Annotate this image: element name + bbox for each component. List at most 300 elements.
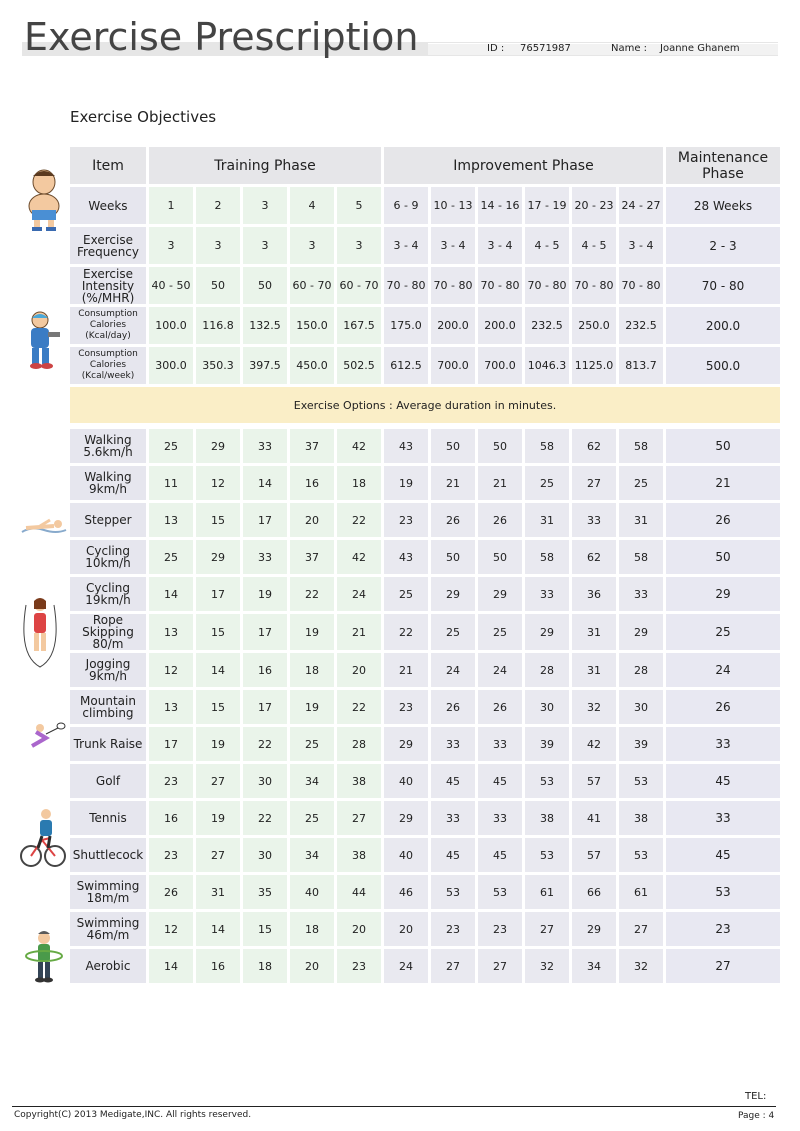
table-cell: 40 - 50 bbox=[149, 267, 193, 304]
table-cell: 32 bbox=[619, 949, 663, 983]
header-item: Item bbox=[70, 147, 146, 184]
table-cell: 53 bbox=[525, 764, 569, 798]
chubby-man-icon bbox=[22, 166, 66, 232]
table-row bbox=[70, 307, 780, 344]
table-cell: 37 bbox=[290, 540, 334, 574]
table-cell: 50 bbox=[478, 540, 522, 574]
table-cell: 42 bbox=[337, 540, 381, 574]
table-cell: 34 bbox=[290, 764, 334, 798]
table-cell: 30 bbox=[525, 690, 569, 724]
table-cell: 33 bbox=[619, 577, 663, 611]
maintenance-cell: 26 bbox=[666, 503, 780, 537]
id-value: 76571987 bbox=[520, 43, 571, 54]
table-cell: 58 bbox=[525, 540, 569, 574]
table-cell: 300.0 bbox=[149, 347, 193, 384]
table-cell: 20 bbox=[337, 912, 381, 946]
table-row bbox=[70, 466, 780, 500]
table-row bbox=[70, 503, 780, 537]
maintenance-cell: 500.0 bbox=[666, 347, 780, 384]
table-cell: 3 - 4 bbox=[619, 227, 663, 264]
table-cell: 20 bbox=[384, 912, 428, 946]
table-cell: 33 bbox=[478, 801, 522, 835]
table-cell: 70 - 80 bbox=[572, 267, 616, 304]
table-cell: 700.0 bbox=[478, 347, 522, 384]
table-row bbox=[70, 187, 780, 224]
table-cell: 20 - 23 bbox=[572, 187, 616, 224]
table-cell: 16 bbox=[149, 801, 193, 835]
table-cell: 200.0 bbox=[431, 307, 475, 344]
table-cell: 17 bbox=[149, 727, 193, 761]
table-cell: 39 bbox=[619, 727, 663, 761]
table-cell: 58 bbox=[525, 429, 569, 463]
row-label: Golf bbox=[70, 764, 146, 798]
table-cell: 25 bbox=[384, 577, 428, 611]
table-cell: 50 bbox=[431, 429, 475, 463]
table-cell: 34 bbox=[290, 838, 334, 872]
table-cell: 17 bbox=[196, 577, 240, 611]
table-cell: 28 bbox=[525, 653, 569, 687]
table-cell: 45 bbox=[431, 764, 475, 798]
table-cell: 31 bbox=[525, 503, 569, 537]
table-cell: 2 bbox=[196, 187, 240, 224]
table-cell: 50 bbox=[478, 429, 522, 463]
table-cell: 11 bbox=[149, 466, 193, 500]
table-cell: 19 bbox=[196, 727, 240, 761]
table-cell: 26 bbox=[431, 503, 475, 537]
table-cell: 27 bbox=[196, 764, 240, 798]
table-cell: 27 bbox=[619, 912, 663, 946]
table-cell: 22 bbox=[337, 503, 381, 537]
header-maintenance-phase: Maintenance Phase bbox=[666, 147, 780, 184]
table-cell: 13 bbox=[149, 614, 193, 650]
table-cell: 167.5 bbox=[337, 307, 381, 344]
table-cell: 36 bbox=[572, 577, 616, 611]
table-cell: 70 - 80 bbox=[478, 267, 522, 304]
table-cell: 15 bbox=[196, 503, 240, 537]
table-cell: 66 bbox=[572, 875, 616, 909]
table-cell: 14 bbox=[149, 949, 193, 983]
table-cell: 19 bbox=[196, 801, 240, 835]
table-cell: 29 bbox=[619, 614, 663, 650]
table-cell: 50 bbox=[243, 267, 287, 304]
row-label: Cycling 19km/h bbox=[70, 577, 146, 611]
table-cell: 45 bbox=[478, 838, 522, 872]
table-cell: 23 bbox=[478, 912, 522, 946]
table-cell: 21 bbox=[337, 614, 381, 650]
table-cell: 250.0 bbox=[572, 307, 616, 344]
maintenance-cell: 26 bbox=[666, 690, 780, 724]
table-cell: 25 bbox=[619, 466, 663, 500]
table-cell: 200.0 bbox=[478, 307, 522, 344]
table-cell: 32 bbox=[525, 949, 569, 983]
row-label: Aerobic bbox=[70, 949, 146, 983]
table-cell: 21 bbox=[478, 466, 522, 500]
table-cell: 28 bbox=[337, 727, 381, 761]
table-row bbox=[70, 577, 780, 611]
table-cell: 50 bbox=[431, 540, 475, 574]
table-cell: 60 - 70 bbox=[337, 267, 381, 304]
table-cell: 30 bbox=[243, 838, 287, 872]
maintenance-cell: 25 bbox=[666, 614, 780, 650]
id-label: ID : bbox=[487, 43, 505, 54]
row-label: Swimming 18m/m bbox=[70, 875, 146, 909]
copyright: Copyright(C) 2013 Medigate,INC. All rights reserved. bbox=[14, 1110, 252, 1120]
table-cell: 33 bbox=[478, 727, 522, 761]
table-cell: 30 bbox=[243, 764, 287, 798]
table-cell: 4 bbox=[290, 187, 334, 224]
table-cell: 16 bbox=[290, 466, 334, 500]
table-row bbox=[70, 614, 780, 650]
table-cell: 3 bbox=[290, 227, 334, 264]
table-cell: 23 bbox=[384, 503, 428, 537]
table-cell: 33 bbox=[243, 540, 287, 574]
table-cell: 62 bbox=[572, 540, 616, 574]
table-cell: 450.0 bbox=[290, 347, 334, 384]
maintenance-cell: 50 bbox=[666, 540, 780, 574]
table-cell: 29 bbox=[478, 577, 522, 611]
table-cell: 43 bbox=[384, 429, 428, 463]
maintenance-cell: 70 - 80 bbox=[666, 267, 780, 304]
table-cell: 24 bbox=[384, 949, 428, 983]
table-cell: 232.5 bbox=[619, 307, 663, 344]
table-cell: 20 bbox=[290, 503, 334, 537]
table-cell: 70 - 80 bbox=[384, 267, 428, 304]
table-cell: 57 bbox=[572, 838, 616, 872]
table-cell: 14 - 16 bbox=[478, 187, 522, 224]
table-cell: 25 bbox=[290, 801, 334, 835]
table-cell: 22 bbox=[243, 801, 287, 835]
table-cell: 40 bbox=[384, 838, 428, 872]
table-cell: 12 bbox=[196, 466, 240, 500]
maintenance-cell: 28 Weeks bbox=[666, 187, 780, 224]
table-cell: 33 bbox=[525, 577, 569, 611]
table-cell: 29 bbox=[525, 614, 569, 650]
header-training-phase: Training Phase bbox=[149, 147, 381, 184]
row-label: Exercise Frequency bbox=[70, 227, 146, 264]
table-cell: 25 bbox=[149, 540, 193, 574]
table-cell: 61 bbox=[619, 875, 663, 909]
table-cell: 58 bbox=[619, 540, 663, 574]
table-cell: 18 bbox=[243, 949, 287, 983]
table-cell: 29 bbox=[196, 540, 240, 574]
row-label: Shuttlecock bbox=[70, 838, 146, 872]
table-cell: 61 bbox=[525, 875, 569, 909]
table-cell: 18 bbox=[290, 912, 334, 946]
row-label: Jogging 9km/h bbox=[70, 653, 146, 687]
table-cell: 12 bbox=[149, 653, 193, 687]
header-improvement-phase: Improvement Phase bbox=[384, 147, 663, 184]
row-label: Exercise Intensity (%/MHR) bbox=[70, 267, 146, 304]
table-cell: 22 bbox=[384, 614, 428, 650]
table-cell: 24 bbox=[337, 577, 381, 611]
table-cell: 18 bbox=[290, 653, 334, 687]
table-cell: 29 bbox=[431, 577, 475, 611]
row-label: Swimming 46m/m bbox=[70, 912, 146, 946]
page-title: Exercise Prescription bbox=[24, 15, 419, 59]
table-cell: 25 bbox=[525, 466, 569, 500]
table-cell: 37 bbox=[290, 429, 334, 463]
maintenance-cell: 2 - 3 bbox=[666, 227, 780, 264]
table-cell: 70 - 80 bbox=[525, 267, 569, 304]
table-cell: 33 bbox=[572, 503, 616, 537]
maintenance-cell: 33 bbox=[666, 801, 780, 835]
swimmer-icon bbox=[20, 516, 68, 538]
table-cell: 25 bbox=[290, 727, 334, 761]
table-cell: 1125.0 bbox=[572, 347, 616, 384]
maintenance-cell: 33 bbox=[666, 727, 780, 761]
table-cell: 40 bbox=[384, 764, 428, 798]
table-cell: 46 bbox=[384, 875, 428, 909]
table-cell: 15 bbox=[196, 690, 240, 724]
badminton-player-icon bbox=[24, 722, 68, 752]
table-row bbox=[70, 267, 780, 304]
table-cell: 20 bbox=[337, 653, 381, 687]
table-cell: 19 bbox=[290, 614, 334, 650]
options-note: Exercise Options : Average duration in minutes. bbox=[70, 387, 780, 423]
table-cell: 27 bbox=[337, 801, 381, 835]
table-cell: 45 bbox=[478, 764, 522, 798]
table-cell: 700.0 bbox=[431, 347, 475, 384]
table-cell: 22 bbox=[290, 577, 334, 611]
table-cell: 1046.3 bbox=[525, 347, 569, 384]
row-label: Mountain climbing bbox=[70, 690, 146, 724]
table-cell: 24 - 27 bbox=[619, 187, 663, 224]
table-cell: 3 - 4 bbox=[431, 227, 475, 264]
table-cell: 17 bbox=[243, 503, 287, 537]
maintenance-cell: 50 bbox=[666, 429, 780, 463]
table-cell: 150.0 bbox=[290, 307, 334, 344]
table-cell: 13 bbox=[149, 690, 193, 724]
cyclist-icon bbox=[20, 806, 66, 870]
table-row bbox=[70, 690, 780, 724]
table-cell: 30 bbox=[619, 690, 663, 724]
table-cell: 22 bbox=[243, 727, 287, 761]
table-cell: 38 bbox=[525, 801, 569, 835]
table-row bbox=[70, 875, 780, 909]
table-cell: 4 - 5 bbox=[572, 227, 616, 264]
table-cell: 28 bbox=[619, 653, 663, 687]
table-cell: 19 bbox=[384, 466, 428, 500]
table-row bbox=[70, 653, 780, 687]
table-row bbox=[70, 429, 780, 463]
section-title: Exercise Objectives bbox=[70, 108, 217, 126]
rope-skipper-icon bbox=[20, 595, 60, 669]
hula-hoop-icon bbox=[24, 930, 64, 984]
table-cell: 15 bbox=[243, 912, 287, 946]
table-cell: 3 - 4 bbox=[384, 227, 428, 264]
table-cell: 31 bbox=[619, 503, 663, 537]
table-cell: 23 bbox=[337, 949, 381, 983]
table-cell: 3 bbox=[243, 227, 287, 264]
row-label: Stepper bbox=[70, 503, 146, 537]
table-cell: 33 bbox=[431, 801, 475, 835]
table-cell: 31 bbox=[572, 653, 616, 687]
table-cell: 17 - 19 bbox=[525, 187, 569, 224]
table-cell: 350.3 bbox=[196, 347, 240, 384]
table-cell: 100.0 bbox=[149, 307, 193, 344]
maintenance-cell: 21 bbox=[666, 466, 780, 500]
table-cell: 26 bbox=[478, 503, 522, 537]
table-cell: 3 bbox=[337, 227, 381, 264]
table-cell: 38 bbox=[619, 801, 663, 835]
table-cell: 29 bbox=[384, 801, 428, 835]
table-cell: 116.8 bbox=[196, 307, 240, 344]
table-cell: 41 bbox=[572, 801, 616, 835]
maintenance-cell: 45 bbox=[666, 764, 780, 798]
table-cell: 70 - 80 bbox=[431, 267, 475, 304]
table-cell: 45 bbox=[431, 838, 475, 872]
table-cell: 42 bbox=[337, 429, 381, 463]
table-cell: 43 bbox=[384, 540, 428, 574]
table-row bbox=[70, 838, 780, 872]
table-cell: 44 bbox=[337, 875, 381, 909]
table-cell: 27 bbox=[196, 838, 240, 872]
table-cell: 25 bbox=[478, 614, 522, 650]
table-cell: 53 bbox=[619, 838, 663, 872]
maintenance-cell: 45 bbox=[666, 838, 780, 872]
table-cell: 29 bbox=[196, 429, 240, 463]
table-row bbox=[70, 227, 780, 264]
maintenance-cell: 23 bbox=[666, 912, 780, 946]
table-cell: 23 bbox=[149, 838, 193, 872]
table-cell: 27 bbox=[478, 949, 522, 983]
row-label: Weeks bbox=[70, 187, 146, 224]
table-cell: 24 bbox=[478, 653, 522, 687]
table-row bbox=[70, 801, 780, 835]
table-cell: 6 - 9 bbox=[384, 187, 428, 224]
table-cell: 53 bbox=[431, 875, 475, 909]
table-cell: 18 bbox=[337, 466, 381, 500]
table-row bbox=[70, 949, 780, 983]
table-cell: 3 - 4 bbox=[478, 227, 522, 264]
maintenance-cell: 27 bbox=[666, 949, 780, 983]
table-cell: 22 bbox=[337, 690, 381, 724]
table-cell: 17 bbox=[243, 614, 287, 650]
table-cell: 502.5 bbox=[337, 347, 381, 384]
footer-divider bbox=[12, 1106, 776, 1107]
table-cell: 40 bbox=[290, 875, 334, 909]
table-cell: 24 bbox=[431, 653, 475, 687]
table-cell: 17 bbox=[243, 690, 287, 724]
tel-label: TEL: bbox=[745, 1091, 767, 1102]
table-cell: 27 bbox=[431, 949, 475, 983]
table-cell: 5 bbox=[337, 187, 381, 224]
table-cell: 397.5 bbox=[243, 347, 287, 384]
table-cell: 23 bbox=[431, 912, 475, 946]
row-label: Trunk Raise bbox=[70, 727, 146, 761]
table-row bbox=[70, 727, 780, 761]
maintenance-cell: 53 bbox=[666, 875, 780, 909]
table-cell: 38 bbox=[337, 838, 381, 872]
table-cell: 26 bbox=[149, 875, 193, 909]
table-cell: 33 bbox=[243, 429, 287, 463]
table-cell: 33 bbox=[431, 727, 475, 761]
table-cell: 16 bbox=[196, 949, 240, 983]
table-cell: 34 bbox=[572, 949, 616, 983]
table-row bbox=[70, 347, 780, 384]
table-cell: 31 bbox=[196, 875, 240, 909]
maintenance-cell: 200.0 bbox=[666, 307, 780, 344]
name-value: Joanne Ghanem bbox=[660, 43, 740, 54]
table-cell: 35 bbox=[243, 875, 287, 909]
table-cell: 1 bbox=[149, 187, 193, 224]
table-row bbox=[70, 912, 780, 946]
table-cell: 4 - 5 bbox=[525, 227, 569, 264]
table-cell: 175.0 bbox=[384, 307, 428, 344]
table-cell: 32 bbox=[572, 690, 616, 724]
table-cell: 50 bbox=[196, 267, 240, 304]
table-cell: 13 bbox=[149, 503, 193, 537]
table-cell: 813.7 bbox=[619, 347, 663, 384]
table-cell: 3 bbox=[196, 227, 240, 264]
table-cell: 57 bbox=[572, 764, 616, 798]
table-cell: 53 bbox=[525, 838, 569, 872]
table-cell: 21 bbox=[384, 653, 428, 687]
table-cell: 132.5 bbox=[243, 307, 287, 344]
table-cell: 232.5 bbox=[525, 307, 569, 344]
table-cell: 25 bbox=[431, 614, 475, 650]
name-label: Name : bbox=[611, 43, 648, 54]
table-cell: 53 bbox=[619, 764, 663, 798]
table-cell: 3 bbox=[243, 187, 287, 224]
options-note-row bbox=[70, 387, 780, 423]
table-cell: 14 bbox=[196, 653, 240, 687]
table-cell: 26 bbox=[431, 690, 475, 724]
table-cell: 10 - 13 bbox=[431, 187, 475, 224]
table-row bbox=[70, 540, 780, 574]
table-cell: 3 bbox=[149, 227, 193, 264]
page-number: Page : 4 bbox=[738, 1111, 775, 1121]
maintenance-cell: 24 bbox=[666, 653, 780, 687]
table-cell: 612.5 bbox=[384, 347, 428, 384]
table-cell: 62 bbox=[572, 429, 616, 463]
table-cell: 42 bbox=[572, 727, 616, 761]
table-cell: 38 bbox=[337, 764, 381, 798]
table-cell: 14 bbox=[243, 466, 287, 500]
table-cell: 23 bbox=[149, 764, 193, 798]
row-label: Cycling 10km/h bbox=[70, 540, 146, 574]
row-label: Walking 9km/h bbox=[70, 466, 146, 500]
table-cell: 70 - 80 bbox=[619, 267, 663, 304]
maintenance-cell: 29 bbox=[666, 577, 780, 611]
table-cell: 27 bbox=[525, 912, 569, 946]
table-cell: 31 bbox=[572, 614, 616, 650]
table-cell: 58 bbox=[619, 429, 663, 463]
table-cell: 29 bbox=[384, 727, 428, 761]
table-cell: 14 bbox=[149, 577, 193, 611]
table-cell: 23 bbox=[384, 690, 428, 724]
prescription-table bbox=[67, 144, 783, 986]
table-cell: 20 bbox=[290, 949, 334, 983]
table-cell: 19 bbox=[243, 577, 287, 611]
table-row bbox=[70, 764, 780, 798]
table-cell: 14 bbox=[196, 912, 240, 946]
row-label: Rope Skipping 80/m bbox=[70, 614, 146, 650]
row-label: Consumption Calories (Kcal/day) bbox=[70, 307, 146, 344]
row-label: Walking 5.6km/h bbox=[70, 429, 146, 463]
table-cell: 21 bbox=[431, 466, 475, 500]
table-cell: 39 bbox=[525, 727, 569, 761]
table-cell: 26 bbox=[478, 690, 522, 724]
row-label: Consumption Calories (Kcal/week) bbox=[70, 347, 146, 384]
weightlifter-icon bbox=[22, 308, 62, 372]
table-cell: 60 - 70 bbox=[290, 267, 334, 304]
table-cell: 53 bbox=[478, 875, 522, 909]
row-label: Tennis bbox=[70, 801, 146, 835]
table-cell: 15 bbox=[196, 614, 240, 650]
table-cell: 16 bbox=[243, 653, 287, 687]
table-cell: 12 bbox=[149, 912, 193, 946]
